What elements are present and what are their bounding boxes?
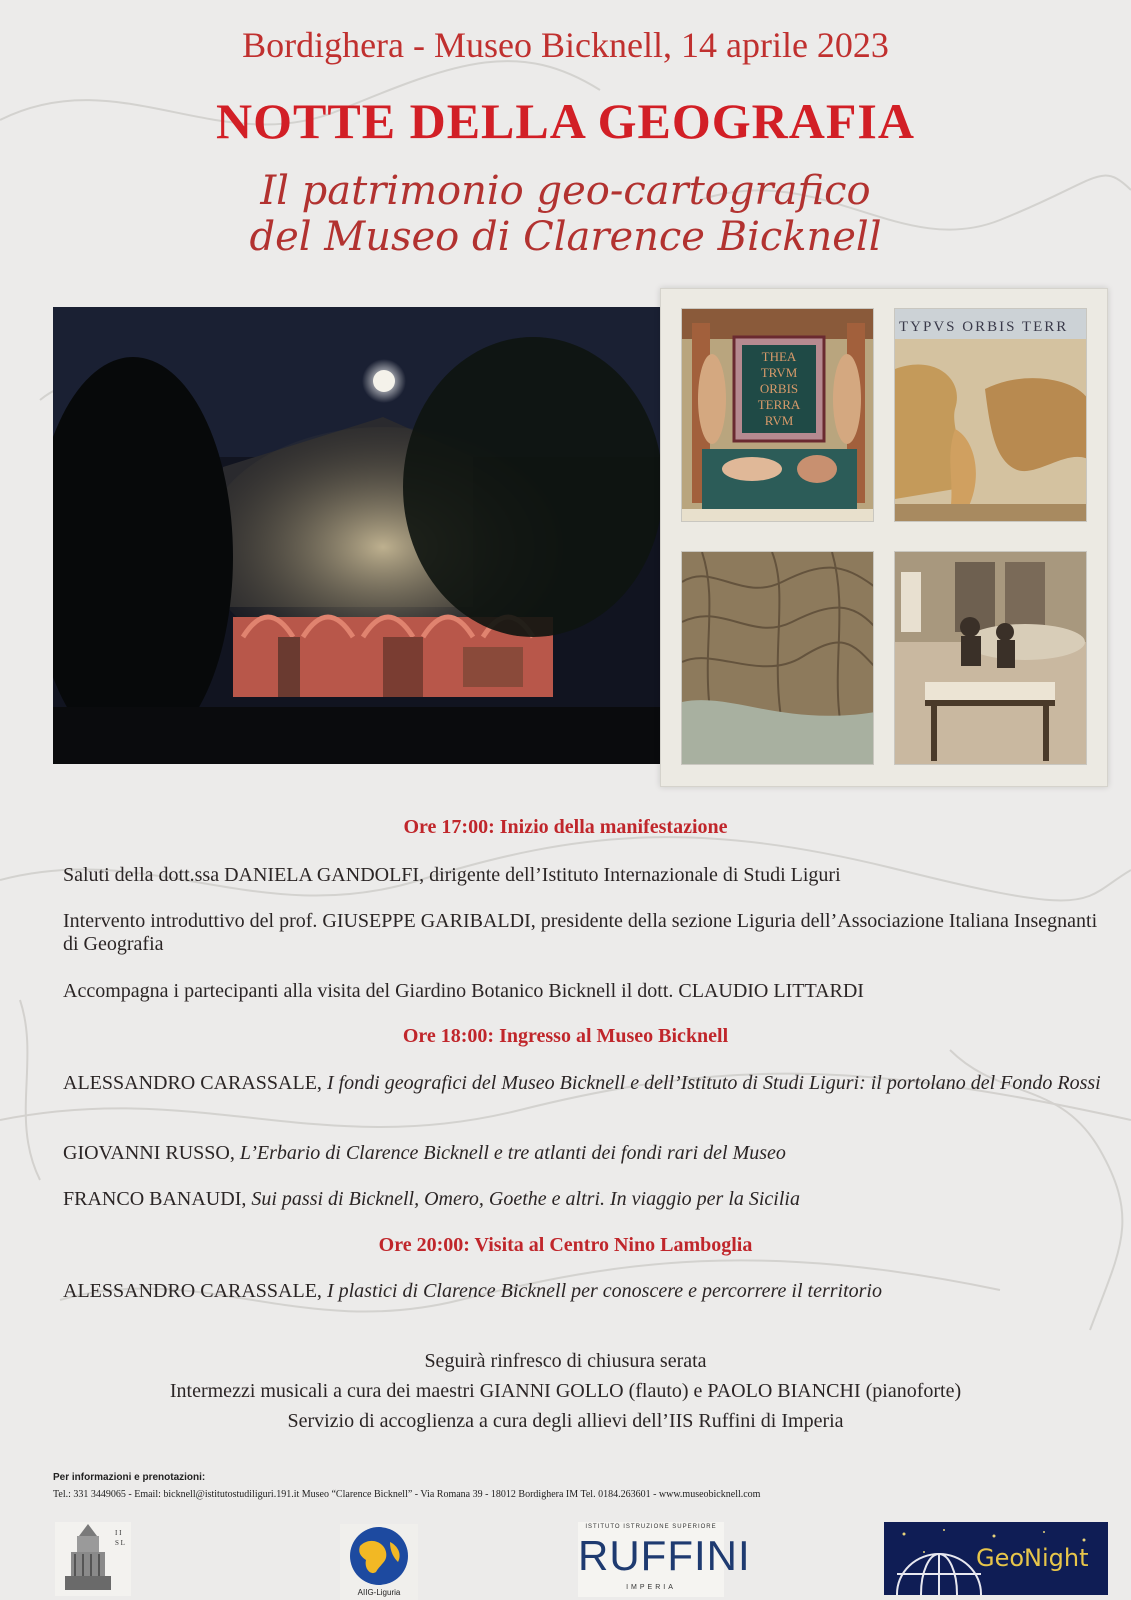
program-item: Accompagna i partecipanti alla visita del Giardino Botanico Bicknell il dott. CLAUDIO LITTARDI (63, 980, 864, 1002)
session-2-heading: Ore 18:00: Ingresso al Museo Bicknell (402, 1025, 729, 1047)
closing-line-3: Servizio di accoglienza a cura degli allievi dell’IIS Ruffini di Imperia (287, 1410, 844, 1432)
event-title: NOTTE DELLA GEOGRAFIA (216, 93, 915, 149)
session-1-heading: Ore 17:00: Inizio della manifestazione (403, 816, 728, 838)
subtitle-line-1: Il patrimonio geo-cartografico (260, 168, 871, 214)
closing-line-2: Intermezzi musicali a cura dei maestri GIANNI GOLLO (flauto) e PAOLO BIANCHI (pianoforte) (169, 1380, 962, 1402)
aiig-logo-label: AIIG-Liguria (357, 1588, 401, 1597)
program-item (63, 1142, 1111, 1165)
info-label: Per informazioni e prenotazioni: (53, 1472, 206, 1483)
svg-text:THEA: THEA (761, 349, 797, 364)
ruffini-logo (578, 1522, 751, 1597)
talk-title: I plastici di Clarence Bicknell per conoscere e percorrere il territorio (326, 1280, 882, 1302)
ruffini-logo-top: ISTITUTO ISTRUZIONE SUPERIORE (585, 1524, 717, 1530)
speaker-name: ALESSANDRO CARASSALE, (63, 1280, 322, 1302)
subtitle-line-2: del Museo di Clarence Bicknell (249, 214, 882, 260)
svg-text:TERRA: TERRA (757, 397, 801, 412)
speaker-name: ALESSANDRO CARASSALE, (63, 1072, 322, 1094)
program-item (63, 1188, 1111, 1211)
closing-line-1: Seguirà rinfresco di chiusura serata (424, 1350, 707, 1372)
program-item (63, 1072, 1111, 1095)
event-location-date: Bordighera - Museo Bicknell, 14 aprile 2023 (242, 25, 889, 65)
program-item: Intervento introduttivo del prof. GIUSEPPE GARIBALDI, presidente della sezione Liguria dell’Associazione Italiana Insegnanti di Geografia (63, 910, 1098, 955)
speaker-name: FRANCO BANAUDI, (63, 1188, 247, 1210)
program-item: Saluti della dott.ssa DANIELA GANDOLFI, dirigente dell’Istituto Internazionale di Studi Liguri (63, 864, 841, 886)
geonight-logo (884, 1522, 1108, 1595)
program-item (63, 1280, 1111, 1303)
iisl-logo-text: I I S L (115, 1529, 125, 1547)
talk-title: L’Erbario di Clarence Bicknell e tre atlanti dei fondi rari del Museo (239, 1142, 786, 1164)
contact-info: Tel.: 331 3449065 - Email: bicknell@istitutostudiliguri.191.it Museo “Clarence Bicknell” - Via Romana 39 - 18012 Bordighera IM Tel. 0184.263601 - www.museobicknell.com (53, 1489, 761, 1500)
session-3-heading: Ore 20:00: Visita al Centro Nino Lamboglia (378, 1234, 753, 1256)
ruffini-logo-name: RUFFINI (578, 1532, 751, 1579)
relief-model-image (681, 551, 874, 765)
svg-text:ORBIS: ORBIS (759, 381, 799, 396)
talk-title: I fondi geografici del Museo Bicknell e dell’Istituto di Studi Liguri: il portolano del Fondo Rossi (326, 1072, 1101, 1094)
aiig-liguria-logo (340, 1524, 418, 1600)
world-map-title: TYPVS ORBIS TERR (899, 319, 1069, 335)
atlas-frontispiece-image (681, 308, 874, 522)
svg-text:RVM: RVM (764, 413, 794, 428)
geonight-logo-text: GeoNight (976, 1544, 1089, 1572)
cartography-collage (660, 288, 1108, 787)
historic-room-photo (894, 551, 1087, 765)
talk-title: Sui passi di Bicknell, Omero, Goethe e altri. In viaggio per la Sicilia (251, 1188, 800, 1210)
night-garden-illustration (53, 307, 663, 764)
event-subtitle (0, 168, 1131, 260)
ruffini-logo-city: IMPERIA (626, 1584, 676, 1591)
world-map-image (894, 308, 1087, 522)
speaker-name: GIOVANNI RUSSO, (63, 1142, 235, 1164)
night-garden-photo (53, 307, 663, 764)
svg-text:TRVM: TRVM (760, 365, 798, 380)
iisl-logo (55, 1522, 131, 1596)
